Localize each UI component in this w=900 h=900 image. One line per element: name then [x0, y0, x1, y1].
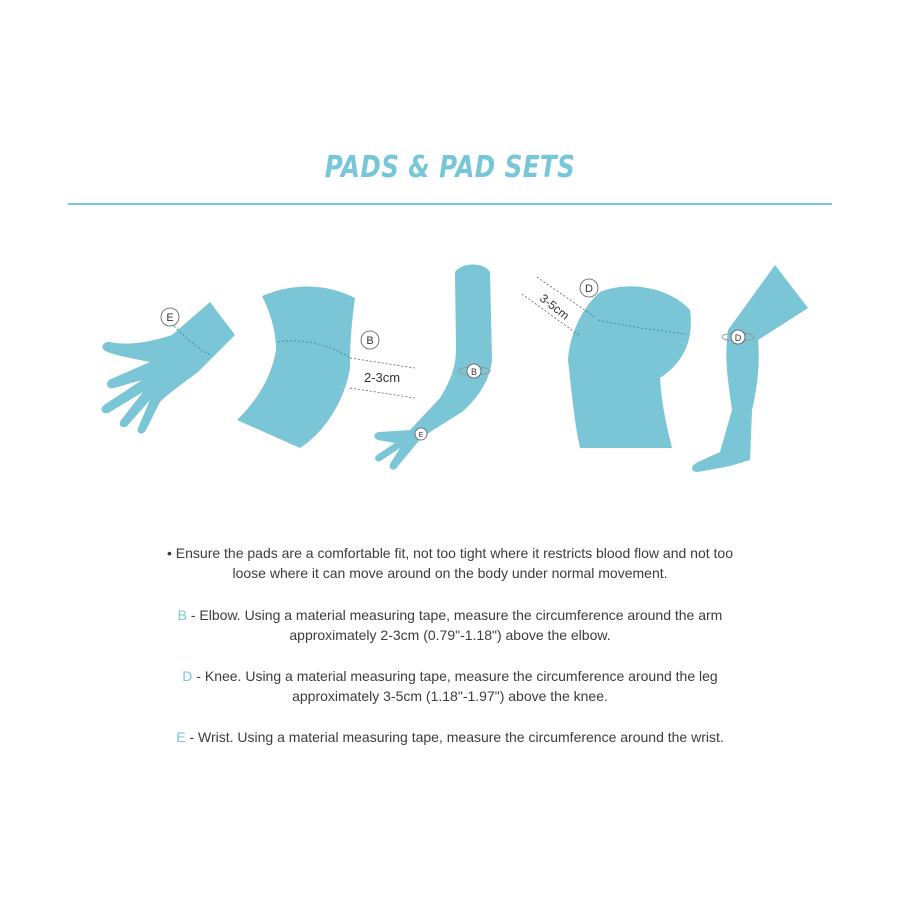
- instruction-text-line1: - Wrist. Using a material measuring tape, measure the circumference around the wrist.: [185, 729, 724, 745]
- leg-figure: [692, 265, 808, 472]
- knee-marker-label: D: [585, 283, 593, 295]
- instruction-b: [100, 605, 800, 645]
- elbow-measure-label: 2-3cm: [363, 370, 401, 385]
- instruction-d: [100, 666, 800, 706]
- arm-marker-e-label: E: [418, 432, 424, 439]
- instruction-text-line2: approximately 3-5cm (1.18"-1.97") above the knee.: [292, 688, 608, 704]
- title-divider: [68, 203, 832, 205]
- leg-marker-label: D: [734, 333, 742, 343]
- measurement-illustrations: [0, 220, 900, 520]
- instruction-text-line1: - Elbow. Using a material measuring tape, measure the circumference around the arm: [186, 607, 723, 623]
- instruction-text-line2: approximately 2-3cm (0.79"-1.18") above the elbow.: [289, 627, 611, 643]
- arm-figure: [374, 265, 492, 470]
- general-instruction-line2: loose where it can move around on the body under normal movement.: [232, 565, 668, 581]
- hand-figure: [102, 302, 235, 434]
- arm-marker-b-label: B: [470, 367, 478, 377]
- general-instruction: [100, 543, 800, 583]
- instruction-letter: B: [177, 607, 187, 623]
- elbow-figure: [237, 286, 415, 448]
- instruction-e: [100, 727, 800, 747]
- instruction-text-line1: - Knee. Using a material measuring tape, measure the circumference around the leg: [192, 668, 718, 684]
- knee-measure-label: 3-5cm: [537, 291, 572, 323]
- instruction-letter: E: [176, 729, 186, 745]
- page-title: PADS & PAD SETS: [324, 150, 576, 185]
- elbow-marker-label: B: [366, 335, 374, 347]
- bullet: •: [167, 545, 172, 561]
- knee-figure: [522, 277, 691, 448]
- hand-marker-label: E: [166, 312, 174, 324]
- instruction-letter: D: [182, 668, 193, 684]
- general-instruction-line1: Ensure the pads are a comfortable fit, not too tight where it restricts blood flow and not too: [175, 545, 733, 561]
